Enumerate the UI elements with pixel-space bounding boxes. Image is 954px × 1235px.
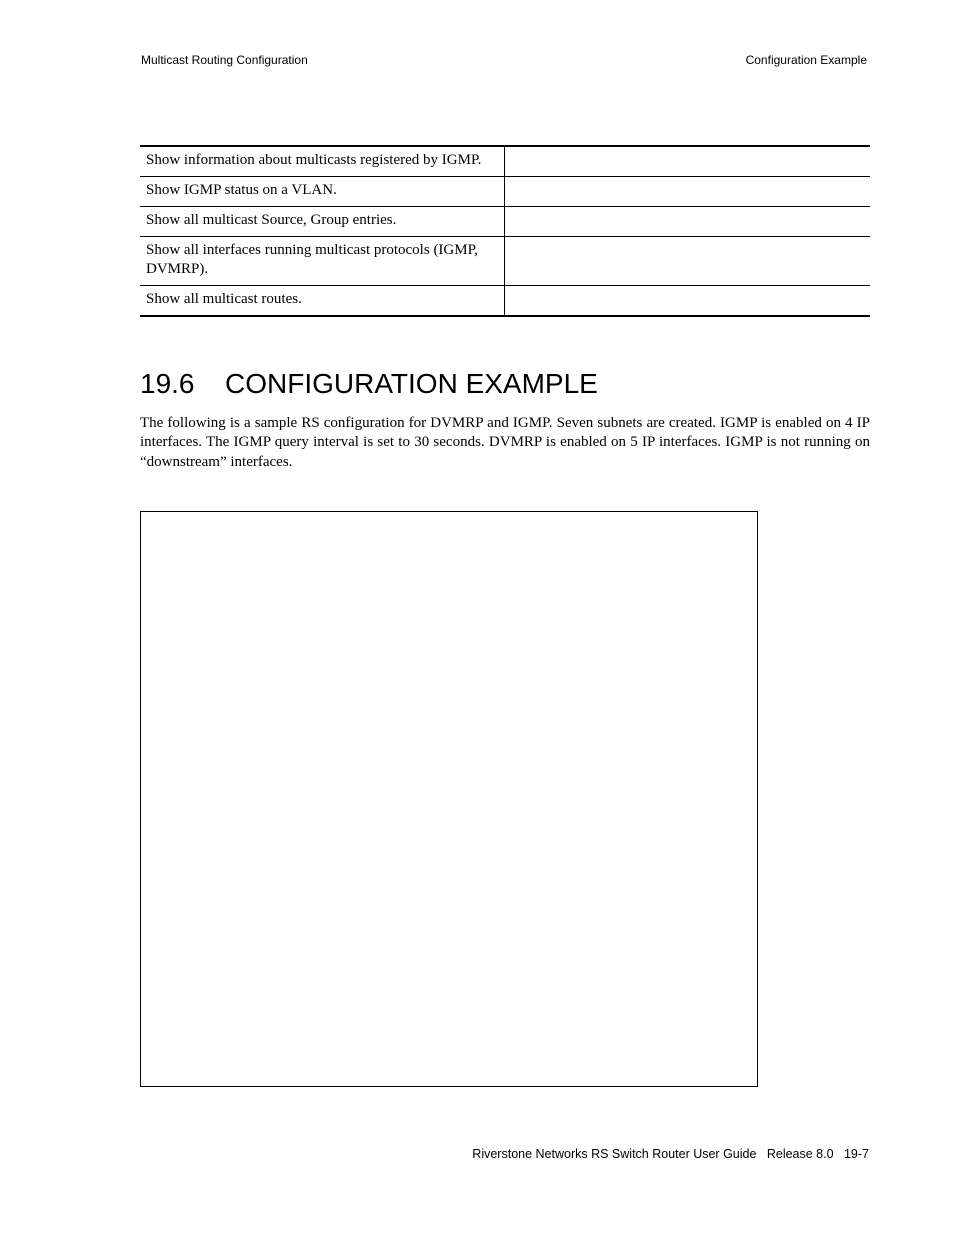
table-cell-description: Show all multicast routes. — [140, 286, 505, 317]
page-footer: Riverstone Networks RS Switch Router User Guide Release 8.0 19-7 — [472, 1147, 869, 1161]
running-header-right: Configuration Example — [745, 53, 867, 67]
running-header-left: Multicast Routing Configuration — [141, 53, 308, 67]
table-cell-command — [505, 146, 871, 177]
table-row — [140, 237, 870, 286]
table-cell-description: Show IGMP status on a VLAN. — [140, 177, 505, 207]
table-row — [140, 177, 870, 207]
table-cell-description: Show all interfaces running multicast protocols (IGMP, DVMRP). — [140, 237, 505, 286]
intro-paragraph: The following is a sample RS configuration for DVMRP and IGMP. Seven subnets are created. IGMP is enabled on 4 IP interfaces. The IGMP query interval is set to 30 seconds. DVMRP is enabled on 5 IP interfaces. IGMP is not running on “downstream” interfaces. — [140, 415, 870, 470]
table-cell-command — [505, 286, 871, 317]
section-heading — [140, 366, 598, 402]
table-cell-command — [505, 177, 871, 207]
command-table — [140, 145, 870, 317]
table-cell-command — [505, 237, 871, 286]
section-title: CONFIGURATION EXAMPLE — [225, 368, 598, 399]
table-cell-description: Show information about multicasts registered by IGMP. — [140, 146, 505, 177]
section-number: 19.6 — [140, 368, 195, 399]
table-row — [140, 286, 870, 317]
table-cell-command — [505, 207, 871, 237]
figure-frame — [140, 511, 758, 1087]
table-cell-description: Show all multicast Source, Group entries. — [140, 207, 505, 237]
table-row — [140, 207, 870, 237]
table-row — [140, 146, 870, 177]
